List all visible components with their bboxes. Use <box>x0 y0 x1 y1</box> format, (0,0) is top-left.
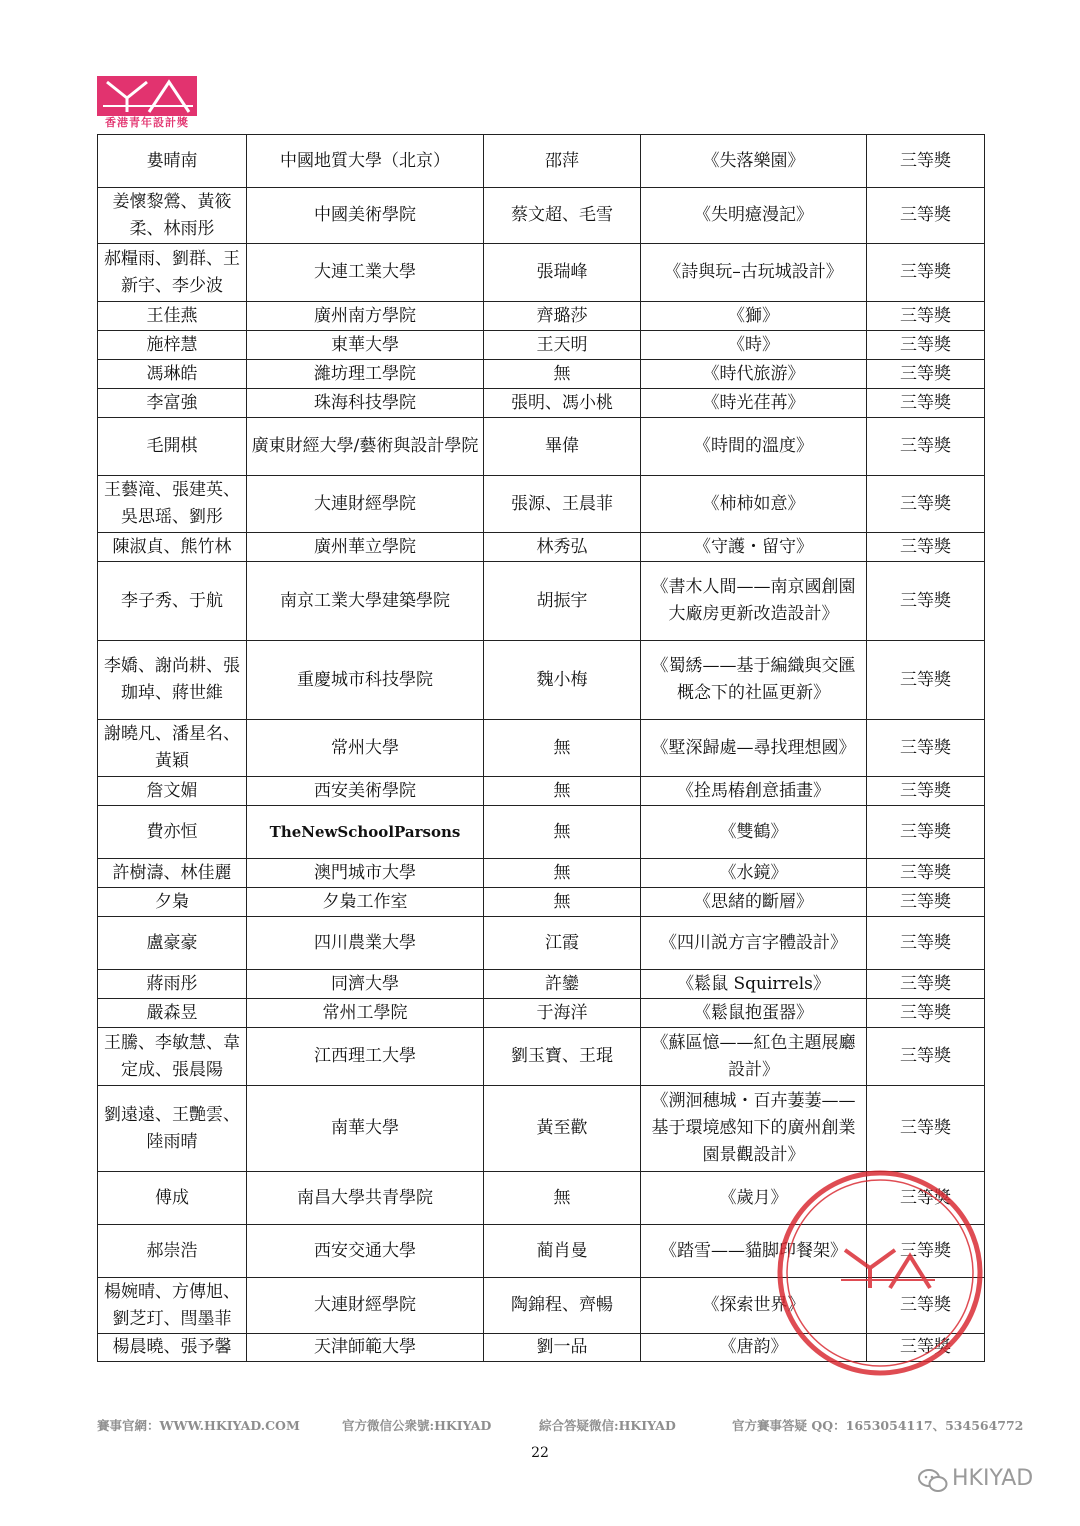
cell-award-level: 三等獎 <box>867 888 985 917</box>
cell-work-title: 《失明癔漫記》 <box>641 188 867 244</box>
cell-award-level: 三等獎 <box>867 777 985 806</box>
cell-advisor: 胡振宇 <box>484 562 641 641</box>
table-row <box>98 418 985 476</box>
cell-school: 東華大學 <box>247 331 484 360</box>
cell-winner-names: 詹文媚 <box>98 777 247 806</box>
cell-winner-names: 李富強 <box>98 389 247 418</box>
cell-school: 西安交通大學 <box>247 1225 484 1278</box>
footer-wechat-public: 官方微信公衆號:HKIYAD <box>342 1418 492 1433</box>
cell-school: 天津師範大學 <box>247 1334 484 1362</box>
cell-work-title: 《時間的溫度》 <box>641 418 867 476</box>
cell-advisor: 劉一品 <box>484 1334 641 1362</box>
footer-wechat-support: 綜合答疑微信:HKIYAD <box>539 1418 676 1433</box>
cell-winner-names: 費亦恒 <box>98 806 247 859</box>
cell-work-title: 《探索世界》 <box>641 1278 867 1334</box>
cell-winner-names: 夕梟 <box>98 888 247 917</box>
cell-school: 大連財經學院 <box>247 1278 484 1334</box>
cell-winner-names: 楊婉晴、方傳旭、劉芝玎、閆墨菲 <box>98 1278 247 1334</box>
cell-work-title: 《蘇區憶——紅色主題展廳設計》 <box>641 1028 867 1086</box>
cell-advisor: 無 <box>484 859 641 888</box>
cell-winner-names: 郝崇浩 <box>98 1225 247 1278</box>
cell-advisor: 無 <box>484 1172 641 1225</box>
cell-winner-names: 劉遠遠、王艷雲、陸雨晴 <box>98 1086 247 1172</box>
wechat-icon <box>918 1468 948 1494</box>
table-row <box>98 562 985 641</box>
cell-advisor: 王天明 <box>484 331 641 360</box>
watermark <box>918 1466 1048 1496</box>
table-row <box>98 331 985 360</box>
cell-winner-names: 許樹濤、林佳麗 <box>98 859 247 888</box>
table-row <box>98 1086 985 1172</box>
cell-award-level: 三等獎 <box>867 999 985 1028</box>
logo-ya-icon <box>97 76 197 116</box>
cell-work-title: 《守護・留守》 <box>641 533 867 562</box>
cell-school: 南華大學 <box>247 1086 484 1172</box>
cell-award-level: 三等獎 <box>867 562 985 641</box>
cell-winner-names: 盧豪豪 <box>98 917 247 970</box>
cell-winner-names: 毛開棋 <box>98 418 247 476</box>
cell-school: 同濟大學 <box>247 970 484 999</box>
cell-school: 濰坊理工學院 <box>247 360 484 389</box>
cell-school: 中國美術學院 <box>247 188 484 244</box>
cell-winner-names: 楊晨曉、張予馨 <box>98 1334 247 1362</box>
cell-work-title: 《蜀綉——基于編織與交匯概念下的社區更新》 <box>641 641 867 720</box>
table-row <box>98 777 985 806</box>
cell-advisor: 魏小梅 <box>484 641 641 720</box>
cell-award-level: 三等獎 <box>867 476 985 533</box>
cell-award-level: 三等獎 <box>867 1086 985 1172</box>
cell-work-title: 《時光荏苒》 <box>641 389 867 418</box>
cell-award-level: 三等獎 <box>867 806 985 859</box>
cell-work-title: 《水鏡》 <box>641 859 867 888</box>
cell-award-level: 三等獎 <box>867 418 985 476</box>
cell-school: 大連工業大學 <box>247 244 484 302</box>
cell-award-level: 三等獎 <box>867 188 985 244</box>
cell-advisor: 江霞 <box>484 917 641 970</box>
cell-award-level: 三等獎 <box>867 331 985 360</box>
table-row <box>98 917 985 970</box>
table-row <box>98 859 985 888</box>
cell-school: 西安美術學院 <box>247 777 484 806</box>
cell-winner-names: 嚴森昱 <box>98 999 247 1028</box>
cell-advisor: 畢偉 <box>484 418 641 476</box>
cell-advisor: 無 <box>484 888 641 917</box>
cell-award-level: 三等獎 <box>867 970 985 999</box>
cell-advisor: 齊璐莎 <box>484 302 641 331</box>
cell-winner-names: 李子秀、于航 <box>98 562 247 641</box>
cell-winner-names: 王藝滝、張建英、吳思瑶、劉彤 <box>98 476 247 533</box>
cell-school: 夕梟工作室 <box>247 888 484 917</box>
cell-school: 常州大學 <box>247 720 484 777</box>
cell-award-level: 三等獎 <box>867 917 985 970</box>
cell-winner-names: 郝糧雨、劉群、王新宇、李少波 <box>98 244 247 302</box>
table-row <box>98 476 985 533</box>
cell-school: 澳門城市大學 <box>247 859 484 888</box>
cell-award-level: 三等獎 <box>867 1225 985 1278</box>
cell-advisor: 邵萍 <box>484 135 641 188</box>
cell-school: 四川農業大學 <box>247 917 484 970</box>
table-row <box>98 720 985 777</box>
awards-table <box>97 134 985 1362</box>
cell-award-level: 三等獎 <box>867 1334 985 1362</box>
table-row <box>98 302 985 331</box>
cell-school: 廣東財經大學/藝術與設計學院 <box>247 418 484 476</box>
cell-work-title: 《書木人間——南京國創園大廠房更新改造設計》 <box>641 562 867 641</box>
cell-advisor: 蔡文超、毛雪 <box>484 188 641 244</box>
cell-work-title: 《思緒的斷層》 <box>641 888 867 917</box>
table-row <box>98 389 985 418</box>
table-row <box>98 1172 985 1225</box>
cell-winner-names: 傅成 <box>98 1172 247 1225</box>
cell-advisor: 張明、馮小桃 <box>484 389 641 418</box>
cell-school: 重慶城市科技學院 <box>247 641 484 720</box>
cell-award-level: 三等獎 <box>867 389 985 418</box>
cell-winner-names: 王佳燕 <box>98 302 247 331</box>
cell-winner-names: 陳淑貞、熊竹林 <box>98 533 247 562</box>
cell-school: 大連財經學院 <box>247 476 484 533</box>
cell-advisor: 無 <box>484 360 641 389</box>
cell-winner-names: 謝曉凡、潘星名、黃穎 <box>98 720 247 777</box>
cell-award-level: 三等獎 <box>867 720 985 777</box>
table-row <box>98 999 985 1028</box>
table-row <box>98 806 985 859</box>
cell-school: 江西理工大學 <box>247 1028 484 1086</box>
cell-work-title: 《獅》 <box>641 302 867 331</box>
cell-winner-names: 姜懷黎鶯、黃筱柔、林雨彤 <box>98 188 247 244</box>
cell-work-title: 《墅深歸處—尋找理想國》 <box>641 720 867 777</box>
cell-work-title: 《鬆鼠 Squirrels》 <box>641 970 867 999</box>
cell-advisor: 蔺肖曼 <box>484 1225 641 1278</box>
cell-work-title: 《唐韵》 <box>641 1334 867 1362</box>
cell-award-level: 三等獎 <box>867 135 985 188</box>
cell-school: 常州工學院 <box>247 999 484 1028</box>
cell-winner-names: 李嬌、謝尚耕、張珈琸、蔣世維 <box>98 641 247 720</box>
cell-advisor: 劉玉寶、王琨 <box>484 1028 641 1086</box>
cell-work-title: 《溯洄穗城・百卉萋萋——基于環境感知下的廣州創業園景觀設計》 <box>641 1086 867 1172</box>
table-row <box>98 641 985 720</box>
footer-site: 賽事官網：WWW.HKIYAD.COM <box>97 1418 300 1433</box>
cell-winner-names: 施梓慧 <box>98 331 247 360</box>
cell-school: 南京工業大學建築學院 <box>247 562 484 641</box>
cell-winner-names: 王騰、李敏慧、韋定成、張晨陽 <box>98 1028 247 1086</box>
table-row <box>98 888 985 917</box>
cell-advisor: 黃至歡 <box>484 1086 641 1172</box>
cell-award-level: 三等獎 <box>867 302 985 331</box>
cell-work-title: 《時代旅游》 <box>641 360 867 389</box>
cell-advisor: 陶錦程、齊暢 <box>484 1278 641 1334</box>
table-row <box>98 1225 985 1278</box>
table-row <box>98 360 985 389</box>
logo-mark <box>97 76 197 116</box>
table-row <box>98 244 985 302</box>
cell-school: 廣州華立學院 <box>247 533 484 562</box>
table-row <box>98 188 985 244</box>
cell-advisor: 林秀弘 <box>484 533 641 562</box>
cell-winner-names: 馮琳皓 <box>98 360 247 389</box>
cell-award-level: 三等獎 <box>867 1278 985 1334</box>
cell-work-title: 《雙鶴》 <box>641 806 867 859</box>
cell-award-level: 三等獎 <box>867 244 985 302</box>
logo-subtitle: 香港青年設計獎 <box>105 116 189 129</box>
cell-award-level: 三等獎 <box>867 1172 985 1225</box>
table-row <box>98 533 985 562</box>
cell-work-title: 《四川説方言字體設計》 <box>641 917 867 970</box>
cell-school: 珠海科技學院 <box>247 389 484 418</box>
watermark-text: HKIYAD <box>952 1466 1034 1491</box>
cell-work-title: 《踏雪——貓脚印餐架》 <box>641 1225 867 1278</box>
cell-advisor: 許鑾 <box>484 970 641 999</box>
cell-work-title: 《時》 <box>641 331 867 360</box>
cell-award-level: 三等獎 <box>867 533 985 562</box>
cell-advisor: 無 <box>484 777 641 806</box>
cell-advisor: 無 <box>484 806 641 859</box>
cell-work-title: 《歲月》 <box>641 1172 867 1225</box>
footer-qq: 官方賽事答疑 QQ：1653054117、534564772 <box>732 1418 1024 1433</box>
page-number: 22 <box>531 1445 549 1461</box>
table-row <box>98 970 985 999</box>
cell-work-title: 《拴馬樁創意插畫》 <box>641 777 867 806</box>
cell-award-level: 三等獎 <box>867 641 985 720</box>
table-row <box>98 1278 985 1334</box>
table-row <box>98 1028 985 1086</box>
cell-winner-names: 蔣雨彤 <box>98 970 247 999</box>
cell-work-title: 《詩與玩–古玩城設計》 <box>641 244 867 302</box>
cell-school: TheNewSchoolParsons <box>247 806 484 859</box>
cell-award-level: 三等獎 <box>867 360 985 389</box>
cell-school: 中國地質大學（北京） <box>247 135 484 188</box>
cell-school: 南昌大學共青學院 <box>247 1172 484 1225</box>
cell-work-title: 《柿柿如意》 <box>641 476 867 533</box>
logo <box>97 76 197 130</box>
cell-winner-names: 婁晴南 <box>98 135 247 188</box>
cell-award-level: 三等獎 <box>867 859 985 888</box>
cell-award-level: 三等獎 <box>867 1028 985 1086</box>
cell-advisor: 于海洋 <box>484 999 641 1028</box>
cell-advisor: 無 <box>484 720 641 777</box>
cell-advisor: 張源、王晨菲 <box>484 476 641 533</box>
table-row <box>98 1334 985 1362</box>
cell-advisor: 張瑞峰 <box>484 244 641 302</box>
cell-work-title: 《失落樂園》 <box>641 135 867 188</box>
cell-school: 廣州南方學院 <box>247 302 484 331</box>
cell-work-title: 《鬆鼠抱蛋器》 <box>641 999 867 1028</box>
table-row <box>98 135 985 188</box>
